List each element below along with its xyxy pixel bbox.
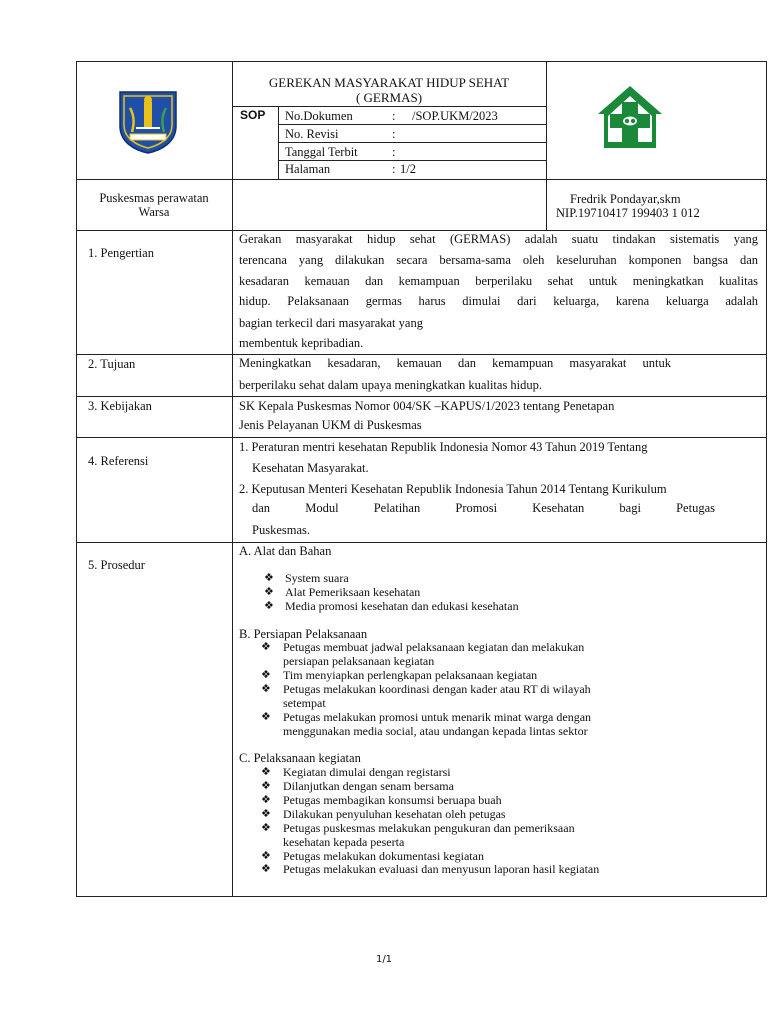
bullet-diamond-icon: ❖ xyxy=(261,710,271,723)
issue-date-sep: : xyxy=(392,145,396,159)
bullet-diamond-icon: ❖ xyxy=(264,599,274,612)
list-item: Petugas melakukan promosi untuk menarik minat warga dengan xyxy=(283,710,592,724)
bullet-diamond-icon: ❖ xyxy=(261,779,271,792)
bullet-diamond-icon: ❖ xyxy=(261,807,271,820)
org-name-sub: Warsa xyxy=(138,205,170,219)
list-item: Petugas melakukan dokumentasi kegiatan xyxy=(283,849,484,863)
bullet-diamond-icon: ❖ xyxy=(261,765,271,778)
subsection-title: C. Pelaksanaan kegiatan xyxy=(239,751,361,765)
list-item: Alat Pemeriksaan kesehatan xyxy=(285,585,421,599)
text-line: berperilaku sehat dalam upaya meningkatkan kualitas hidup. xyxy=(239,378,543,392)
section-label-pengertian: 1. Pengertian xyxy=(88,246,154,260)
bullet-diamond-icon: ❖ xyxy=(261,821,271,834)
text-line: 1. Peraturan mentri kesehatan Republik Indonesia Nomor 43 Tahun 2019 Tentang xyxy=(239,440,648,454)
list-item: System suara xyxy=(285,571,349,585)
page-label: Halaman xyxy=(285,162,331,176)
text-line: hidup. Pelaksanaan germas harus dimulai dari keluarga, karena keluarga adalah xyxy=(239,294,758,308)
subsection-title: B. Persiapan Pelaksanaan xyxy=(239,627,368,641)
doc-title-sub: ( GERMAS) xyxy=(355,90,423,105)
bullet-diamond-icon: ❖ xyxy=(261,849,271,862)
list-item: persiapan pelaksanaan kegiatan xyxy=(283,654,435,668)
bullet-diamond-icon: ❖ xyxy=(261,682,271,695)
signatory-nip: NIP.19710417 199403 1 012 xyxy=(556,206,700,220)
text-line: bagian terkecil dari masyarakat yang xyxy=(239,316,423,330)
bullet-diamond-icon: ❖ xyxy=(264,571,274,584)
subsection-title: A. Alat dan Bahan xyxy=(239,544,332,558)
revision-label: No. Revisi xyxy=(285,127,339,141)
list-item: Petugas melakukan evaluasi dan menyusun laporan hasil kegiatan xyxy=(283,862,600,876)
section-label-kebijakan: 3. Kebijakan xyxy=(88,399,152,413)
bullet-diamond-icon: ❖ xyxy=(261,640,271,653)
section-label-prosedur: 5. Prosedur xyxy=(88,558,145,572)
text-line: Kesehatan Masyarakat. xyxy=(252,461,369,475)
doc-number-label: No.Dokumen xyxy=(285,109,353,123)
bullet-diamond-icon: ❖ xyxy=(261,793,271,806)
list-item: setempat xyxy=(283,696,326,710)
list-item: Dilanjutkan dengan senam bersama xyxy=(283,779,454,793)
text-line: dan Modul Pelatihan Promosi Kesehatan bagi Petugas xyxy=(252,501,715,515)
org-name: Puskesmas perawatan xyxy=(99,191,209,205)
signatory-name: Fredrik Pondayar,skm xyxy=(570,192,681,206)
text-line: Meningkatkan kesadaran, kemauan dan kemampuan masyarakat untuk xyxy=(239,356,671,370)
list-item: Dilakukan penyuluhan kesehatan oleh petugas xyxy=(283,807,506,821)
list-item: menggunakan media social, atau undangan kepada lintas sektor xyxy=(283,724,588,738)
text-line: Gerakan masyarakat hidup sehat (GERMAS) adalah suatu tindakan sistematis yang xyxy=(239,232,758,246)
province-crest xyxy=(116,88,180,154)
revision-sep: : xyxy=(392,127,396,141)
text-line: 2. Keputusan Menteri Kesehatan Republik Indonesia Tahun 2014 Tentang Kurikulum xyxy=(239,482,667,496)
section-label-referensi: 4. Referensi xyxy=(88,454,149,468)
text-line: kesadaran kemauan dan kemampuan berperilaku sehat untuk meningkatkan kualitas xyxy=(239,274,758,288)
list-item: Tim menyiapkan perlengkapan pelaksanaan kegiatan xyxy=(283,668,538,682)
puskesmas-logo xyxy=(596,84,664,150)
page-number: 1/1 xyxy=(375,954,393,965)
bullet-diamond-icon: ❖ xyxy=(261,862,271,875)
text-line: terencana yang dilakukan secara bersama-sama oleh keseluruhan komponen bangsa dan xyxy=(239,253,758,267)
bullet-diamond-icon: ❖ xyxy=(261,668,271,681)
list-item: Petugas membuat jadwal pelaksanaan kegiatan dan melakukan xyxy=(283,640,585,654)
issue-date-label: Tanggal Terbit xyxy=(285,145,358,159)
list-item: Petugas melakukan koordinasi dengan kader atau RT di wilayah xyxy=(283,682,591,696)
doc-number-value: /SOP.UKM/2023 xyxy=(412,109,498,123)
list-item: Media promosi kesehatan dan edukasi kesehatan xyxy=(285,599,519,613)
text-line: Jenis Pelayanan UKM di Puskesmas xyxy=(239,418,422,432)
list-item: Petugas puskesmas melakukan pengukuran dan pemeriksaan xyxy=(283,821,575,835)
page-value: 1/2 xyxy=(400,162,416,176)
page-sep: : xyxy=(392,162,396,176)
text-line: membentuk kepribadian. xyxy=(239,336,364,350)
section-label-tujuan: 2. Tujuan xyxy=(88,357,136,371)
text-line: Puskesmas. xyxy=(252,523,310,537)
bullet-diamond-icon: ❖ xyxy=(264,585,274,598)
text-line: SK Kepala Puskesmas Nomor 004/SK –KAPUS/1/2023 tentang Penetapan xyxy=(239,399,615,413)
doc-title: GEREKAN MASYARAKAT HIDUP SEHAT xyxy=(268,75,510,90)
sop-label: SOP xyxy=(240,108,266,122)
doc-number-sep: : xyxy=(392,109,396,123)
list-item: kesehatan kepada peserta xyxy=(283,835,405,849)
list-item: Kegiatan dimulai dengan registarsi xyxy=(283,765,451,779)
list-item: Petugas membagikan konsumsi beruapa buah xyxy=(283,793,502,807)
